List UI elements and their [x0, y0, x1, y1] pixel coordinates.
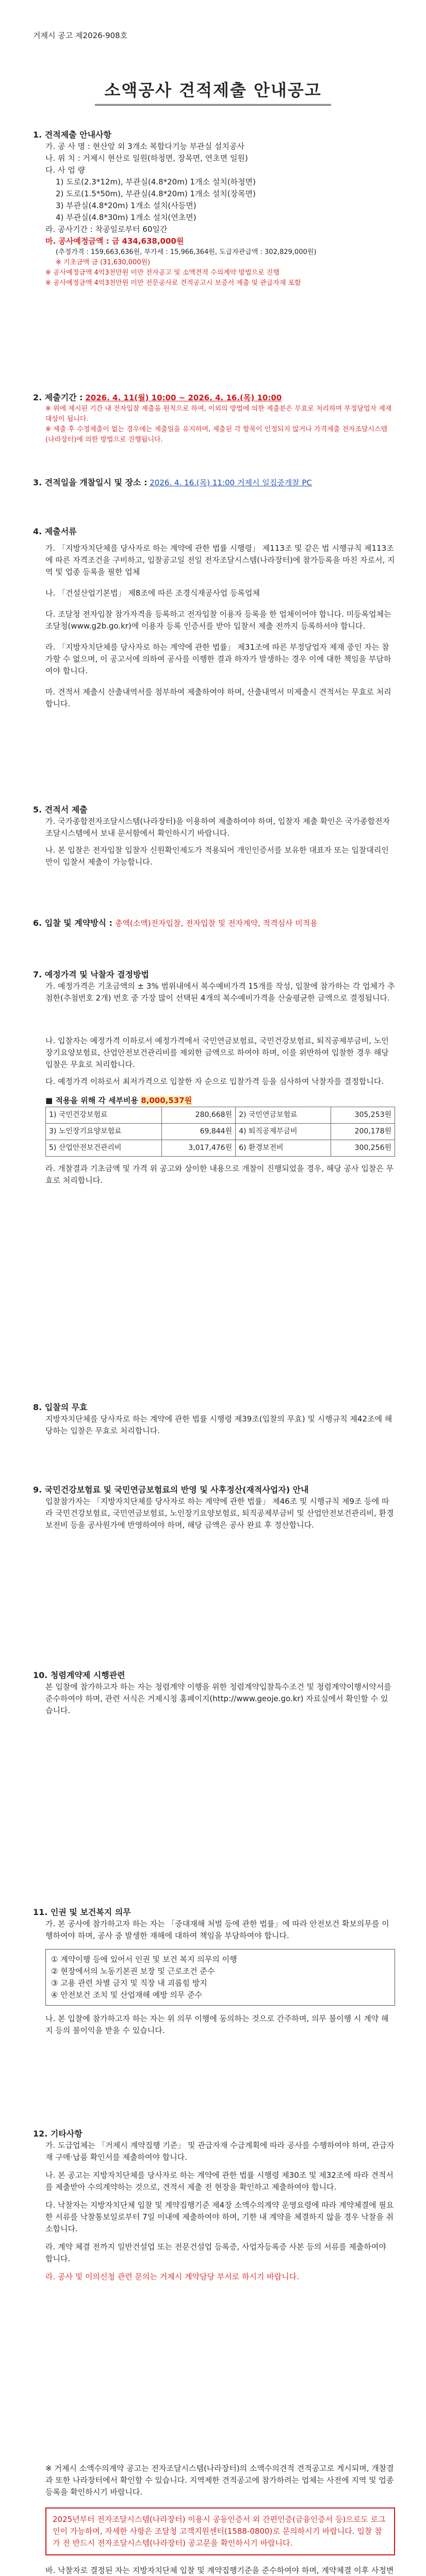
section-heading: 5. 견적서 제출: [33, 805, 88, 815]
page-title: 소액공사 견적제출 안내공고: [95, 77, 331, 106]
invalid-text: 지방자치단체를 당사자로 하는 계약에 관한 법률 시행령 제39조(입찰의 무효) 및 시행규칙 제42조에 해당하는 입찰은 무효로 처리합니다.: [45, 1414, 392, 1435]
misc-paragraph: 라. 계약 체결 전까지 일반건설업 또는 전문건설업 등록증, 사업자등록증 사본 등의 서류를 제출하여야 합니다.: [45, 2242, 386, 2263]
section-heading: 12. 기타사항: [33, 2129, 83, 2139]
cost-table-wrap: [33, 1095, 395, 1157]
login-notice-box: 2025년부터 전자조달시스템(나라장터) 이용시 공동인증서 외 간편인증(금융인증서 등)으로도 로그인이 가능하며, 자세한 사항은 조달청 고객지원센터(1588-0800)로 문의하시기 바랍니다. 입찰 참가 전 반드시 전자조달시스템(나라장터) 공고문을 확인하시기 바랍니다.: [45, 2507, 395, 2555]
misc-paragraph: 가. 도급업체는 「거제시 계약집행 기준」 및 관급자재 수급계획에 따라 공사를 수행하여야 하며, 관급자재 구매·납품 확인서를 제출하여야 합니다.: [45, 2141, 395, 2162]
notice-paragraph: 바. 낙찰자로 결정된 자는 지방자치단체 입찰 및 계약집행기준을 준수하여야 하며, 계약체결 이후 사정변: [45, 2566, 394, 2575]
budget-detail: (추정가격 : 159,663,636원, 부가세 : 15,966,364원, 도급자관급액 : 302,829,000원): [56, 248, 317, 256]
doc-paragraph: 라. 「지방자치단체를 당사자로 하는 계약에 관한 법률」 제31조에 따른 부정당업자 제재 중인 자는 참가할 수 없으며, 이 공고서에 의하여 공사를 이행한 결과 하자가 발생하는 경우 이에 대한 책임을 부담하여야 합니다.: [45, 642, 391, 675]
rights-item: ④ 안전보건 조치 및 산업재해 예방 의무 준수: [51, 1990, 203, 1999]
rights-after: 나. 본 입찰에 참가하고자 하는 자는 위 의무 이행에 동의하는 것으로 간주하며, 의무 불이행 시 계약 해지 등의 불이익을 받을 수 있습니다.: [45, 2014, 389, 2035]
cost-item-label: 5) 산업안전보건관리비: [46, 1140, 162, 1157]
insurance-text: 입찰참가자는 「지방자치단체를 당사자로 하는 계약에 관한 법률」 제46조 및 시행규칙 제9조 등에 따라 국민건강보험료, 국민연금보험료, 노인장기요양보험료, 퇴직공제부금비 및 산업안전보건관리비, 환경보전비 등을 공사원가에 반영하여야 하며, 해당 금액은 공사 완료 후 정산합니다.: [45, 1497, 394, 1530]
section-invalid: [33, 1401, 395, 1437]
rights-box: [45, 1949, 395, 2006]
section-heading: 10. 청렴계약제 시행관련: [33, 1670, 125, 1680]
cost-item-label: 6) 환경보전비: [236, 1140, 331, 1157]
section-heading: 9. 국민건강보험료 및 국민연금보험료의 반영 및 사후정산(재적사업자) 안내: [33, 1485, 309, 1495]
rights-item: ① 계약이행 등에 있어서 인권 및 보건 복지 의무의 이행: [51, 1955, 237, 1964]
cost-item-value: 305,253원: [331, 1107, 395, 1124]
submit-period: 2026. 4. 11(월) 10:00 ~ 2026. 4. 16.(목) 10:00: [85, 393, 282, 402]
cost-table-row: [46, 1124, 395, 1140]
section-heading: 8. 입찰의 무효: [33, 1402, 88, 1412]
title-area: [0, 77, 426, 106]
cost-total: 8,000,537원: [141, 1096, 192, 1105]
cost-table-row: [46, 1140, 395, 1157]
section-award: [33, 969, 395, 1187]
item-period: 라. 공사기간 : 착공일로부터 60일간: [45, 225, 168, 234]
section-heading: 11. 인권 및 보건복지 의무: [33, 1907, 131, 1917]
misc-paragraph: 나. 본 공고는 지방자치단체를 당사자로 하는 계약에 관한 법률 시행령 제30조 및 제32조에 따라 견적서를 제출받아 수의계약하는 것으로, 견적서 제출 전 현장을 확인하고 제출하여야 합니다.: [45, 2171, 394, 2192]
rights-item: ② 현장에서의 노동기본권 보장 및 근로조건 준수: [51, 1967, 215, 1976]
qty-line: 4) 부관실(4.8*30m) 1개소 설치(연초면): [56, 213, 196, 222]
section-heading: 6. 입찰 및 계약방식 :: [33, 918, 113, 928]
award-paragraph: 다. 예정가격 이하로서 최저가격으로 입찰한 자 순으로 입찰가격 등을 심사하여 낙찰자를 결정합니다.: [45, 1077, 384, 1086]
cost-item-value: 300,256원: [331, 1140, 395, 1157]
budget-note-2: ※ 공사예정금액 4억3천만원 미만 전문공사로 견적공고시 보증서 제출 및 관급자재 포함: [45, 279, 301, 287]
rights-item: ③ 고용 관련 차별 금지 및 직장 내 괴롭힘 방지: [51, 1978, 207, 1988]
section-heading: 4. 제출서류: [33, 527, 77, 536]
cost-item-label: 1) 국민건강보험료: [46, 1107, 162, 1124]
cost-item-value: 69,844원: [161, 1124, 235, 1140]
doc-paragraph: 마. 견적서 제출시 산출내역서를 첨부하여 제출하여야 하며, 산출내역서 미제출시 견적서는 무효로 처리합니다.: [45, 687, 391, 708]
cost-table-row: [46, 1107, 395, 1124]
section-opening: [33, 477, 395, 489]
item-quantity: 다. 사 업 량: [45, 165, 86, 175]
cost-item-label: 4) 퇴직공제부금비: [236, 1124, 331, 1140]
section-misc: [33, 2128, 395, 2283]
section-insurance: [33, 1484, 395, 1531]
section-human-rights: [33, 1906, 395, 2037]
section-documents: [33, 526, 395, 710]
section-method: [33, 917, 395, 929]
qty-line: 3) 부관실(4.8*20m) 1개소 설치(사등면): [56, 201, 196, 210]
cost-caption-text: ■ 적용을 위해 각 세부비용: [45, 1096, 138, 1105]
section-period: [33, 392, 395, 445]
qty-line: 1) 도로(2.3*12m), 부관실(4.8*20m) 1개소 설치(하청면): [56, 177, 256, 187]
award-paragraph: 나. 입찰자는 예정가격 이하로서 예정가격에서 국민연금보험료, 국민건강보험료, 퇴직공제부금비, 노인장기요양보험료, 산업안전보건관리비를 제외한 금액으로 하여야 하며, 이를 위반하여 입찰한 경우 해당 입찰은 무효로 처리합니다.: [45, 1036, 389, 1069]
section-heading: 1. 견적제출 안내사항: [33, 130, 111, 140]
rights-text: 가. 본 공사에 참가하고자 하는 자는 「중대재해 처벌 등에 관한 법률」에 따라 안전보건 확보의무를 이행하여야 하며, 공사 중 발생한 재해에 대하여 책임을 부담하여야 합니다.: [45, 1919, 389, 1940]
submission-paragraph: 가. 국가종합전자조달시스템(나라장터)을 이용하여 제출하여야 하며, 입찰자 제출 확인은 국가종합전자조달시스템에서 보내 문서함에서 확인하시기 바랍니다.: [45, 817, 390, 838]
opening-info: 2026. 4. 16.(목) 11:00 거제시 일집중개찰 PC: [150, 478, 312, 487]
cost-item-value: 200,178원: [331, 1124, 395, 1140]
period-note: ※ 위에 제시된 기간 내 전자입찰 제출을 원칙으로 하며, 이외의 방법에 의한 제출분은 무효로 처리하며 부정당업자 제재 대상이 됩니다.: [45, 405, 392, 423]
section-integrity: [33, 1669, 395, 1717]
qty-line: 2) 도로(1.5*50m), 부관실(4.8*20m) 1개소 설치(장목면): [56, 189, 256, 198]
award-paragraph: 가. 예정가격은 기초금액의 ± 3% 범위내에서 복수예비가격 15개를 작성, 입찰에 참가하는 각 업체가 추첨한(추첨번호 2개) 번호 중 가장 많이 선택된 4개의 복수예비가격을 산술평균한 금액으로 결정됩니다.: [45, 981, 395, 1003]
notice-number: 거제시 공고 제2026-908호: [33, 31, 128, 40]
cost-item-label: 3) 노인장기요양보험료: [46, 1124, 162, 1140]
misc-paragraph: 다. 낙찰자는 지방자치단체 입찰 및 계약집행기준 제4장 소액수의계약 운영요령에 따라 계약체결에 필요한 서류를 낙찰통보일로부터 7일 이내에 제출하여야 하며, 기한 내 계약을 체결하지 않을 경우 낙찰을 취소합니다.: [45, 2200, 394, 2233]
section-notice: [33, 2463, 395, 2576]
cost-item-value: 3,017,476원: [161, 1140, 235, 1157]
item-location: 나. 위 치 : 거제시 현산로 일원(하청면, 장목면, 연초면 일원): [45, 154, 248, 163]
doc-paragraph: 가. 「지방자치단체를 당사자로 하는 계약에 관한 법률 시행령」 제113조 및 같은 법 시행규칙 제113조에 따른 자격조건을 구비하고, 입찰공고일 전일 전자조달시스템(나라장터)에 참가등록을 마친 자로서, 지역 및 업종 등록을 필한 업체: [45, 544, 395, 577]
cost-table: [45, 1107, 395, 1157]
misc-red-note: 라. 공사 및 이의신청 관련 문의는 거제시 계약담당 부서로 하시기 바랍니다.: [45, 2272, 299, 2281]
integrity-text: 본 입찰에 참가하고자 하는 자는 청렴계약 이행을 위한 청렴계약입찰특수조건 및 청렴계약이행서약서를 준수하여야 하며, 관련 서식은 거제시청 홈페이지(http://www.geoje.go.kr) 자료실에서 확인할 수 있습니다.: [45, 1682, 391, 1715]
cost-table-caption: [45, 1095, 395, 1107]
cost-item-value: 280,668원: [161, 1107, 235, 1124]
item-budget: 마. 공사예정금액 : 금 434,638,000원: [45, 236, 184, 246]
doc-paragraph: 나. 「건설산업기본법」 제8조에 따른 조경식재공사업 등록업체: [45, 588, 260, 598]
section-overview: [33, 129, 395, 289]
budget-note: ※ 공사예정금액 4억3천만원 미만 전자공고 및 소액견적 수의계약 방법으로 진행: [45, 269, 280, 277]
notice-intro: ※ 거제시 소액수의계약 공고는 전자조달시스템(나라장터)의 소액수의견적 견적공고로 게시되며, 개찰결과 또한 나라장터에서 확인할 수 있습니다. 지역제한 견적공고에 참가하려는 업체는 사전에 지역 및 업종 등록을 확인하시기 바랍니다.: [45, 2464, 394, 2497]
budget-base: ※ 기초금액 금 (31,630,000원): [56, 259, 151, 266]
doc-paragraph: 다. 조달청 전자입찰 참가자격을 등록하고 전자입찰 이용자 등록을 한 업체이어야 합니다. 미등록업체는 조달청(www.g2b.go.kr)에 이용자 등록 인증서를 받아 입찰서 제출 전까지 등록하셔야 합니다.: [45, 609, 391, 631]
award-paragraph: 라. 개찰결과 기초금액 및 가격 위 공고와 상이한 내용으로 개찰이 진행되었을 경우, 해당 공사 입찰은 무효로 처리합니다.: [45, 1164, 394, 1185]
section-heading: 7. 예정가격 및 낙찰자 결정방법: [33, 970, 149, 979]
submission-paragraph: 나. 본 입찰은 전자입찰 입찰자 신원확인제도가 적용되어 개인인증서를 보유한 대표자 또는 입찰대리인만이 입찰서 제출이 가능합니다.: [45, 845, 389, 867]
section-heading: 3. 견적일을 개찰일시 및 장소 :: [33, 478, 148, 487]
item-project-name: 가. 공 사 명 : 현산앞 외 3개소 복합다기능 부관실 설치공사: [45, 142, 244, 151]
period-note: ※ 제출 후 수정제출이 없는 경우에는 제출일을 유지하며, 제출된 각 항목이 인정되지 않거나 가격제출 전자조달시스템(나라장터)에 의한 방법으로 진행됩니다.: [45, 426, 388, 444]
cost-item-label: 2) 국민연금보험료: [236, 1107, 331, 1124]
section-heading: 2. 제출기간 :: [33, 393, 83, 402]
method-value: 총액(소액)전자입찰, 전자입찰 및 전자계약, 적격심사 미적용: [114, 919, 318, 928]
section-submission: [33, 804, 395, 868]
